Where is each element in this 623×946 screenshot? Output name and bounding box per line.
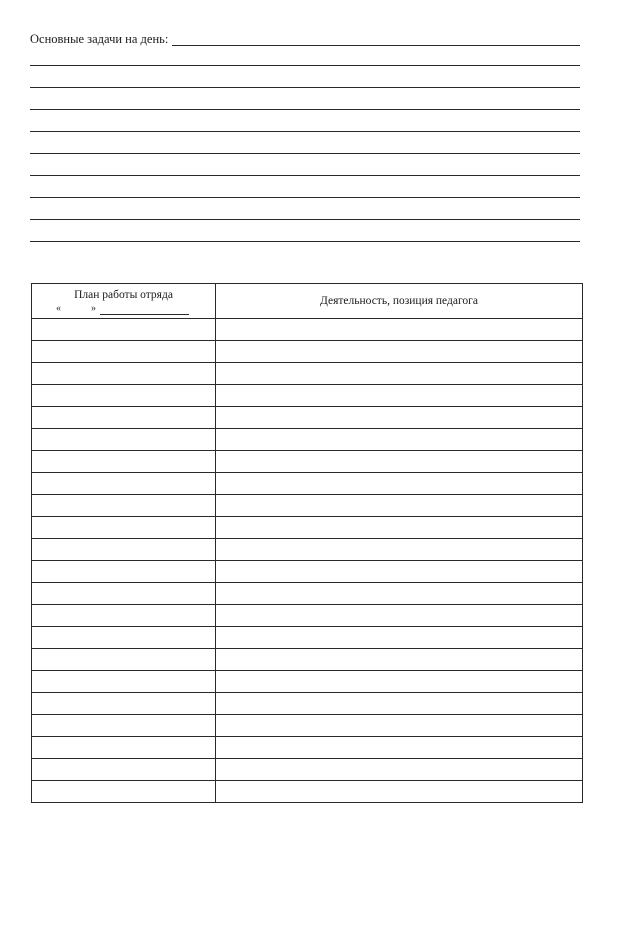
daily-tasks-header xyxy=(30,30,580,46)
table-row xyxy=(32,715,583,737)
plan-column-title: План работы отряда xyxy=(74,288,173,301)
writing-line[interactable] xyxy=(30,65,580,66)
plan-cell[interactable] xyxy=(32,671,216,693)
plan-cell[interactable] xyxy=(32,649,216,671)
activity-cell[interactable] xyxy=(216,759,583,781)
date-day-blank[interactable] xyxy=(61,305,91,315)
table-row xyxy=(32,737,583,759)
writing-line[interactable] xyxy=(30,241,580,242)
table-row xyxy=(32,451,583,473)
activity-cell[interactable] xyxy=(216,517,583,539)
activity-cell[interactable] xyxy=(216,649,583,671)
activity-cell[interactable] xyxy=(216,715,583,737)
table-row xyxy=(32,517,583,539)
activity-column-header: Деятельность, позиция педагога xyxy=(216,284,583,319)
plan-date-field[interactable] xyxy=(56,303,189,315)
activity-cell[interactable] xyxy=(216,407,583,429)
table-row xyxy=(32,627,583,649)
activity-cell[interactable] xyxy=(216,495,583,517)
plan-table xyxy=(31,283,583,803)
activity-cell[interactable] xyxy=(216,671,583,693)
table-row xyxy=(32,319,583,341)
table-row xyxy=(32,495,583,517)
activity-cell[interactable] xyxy=(216,341,583,363)
writing-line[interactable] xyxy=(30,131,580,132)
activity-cell[interactable] xyxy=(216,605,583,627)
plan-cell[interactable] xyxy=(32,781,216,803)
plan-cell[interactable] xyxy=(32,473,216,495)
writing-line[interactable] xyxy=(30,109,580,110)
plan-table-body xyxy=(32,319,583,803)
writing-line[interactable] xyxy=(30,175,580,176)
activity-cell[interactable] xyxy=(216,451,583,473)
plan-cell[interactable] xyxy=(32,693,216,715)
daily-tasks-section xyxy=(30,30,580,46)
activity-cell[interactable] xyxy=(216,539,583,561)
table-row xyxy=(32,781,583,803)
plan-cell[interactable] xyxy=(32,517,216,539)
date-close-quote: » xyxy=(91,302,96,314)
activity-cell[interactable] xyxy=(216,737,583,759)
table-row xyxy=(32,649,583,671)
writing-line[interactable] xyxy=(30,153,580,154)
table-row xyxy=(32,539,583,561)
plan-cell[interactable] xyxy=(32,539,216,561)
plan-cell[interactable] xyxy=(32,627,216,649)
plan-cell[interactable] xyxy=(32,341,216,363)
table-row xyxy=(32,561,583,583)
table-row xyxy=(32,363,583,385)
activity-cell[interactable] xyxy=(216,385,583,407)
writing-line[interactable] xyxy=(30,219,580,220)
writing-line[interactable] xyxy=(30,87,580,88)
plan-cell[interactable] xyxy=(32,495,216,517)
plan-cell[interactable] xyxy=(32,715,216,737)
table-row xyxy=(32,385,583,407)
activity-cell[interactable] xyxy=(216,429,583,451)
table-row xyxy=(32,407,583,429)
activity-cell[interactable] xyxy=(216,693,583,715)
plan-column-header xyxy=(32,284,216,319)
activity-cell[interactable] xyxy=(216,473,583,495)
plan-cell[interactable] xyxy=(32,451,216,473)
date-open-quote: « xyxy=(56,302,61,314)
plan-cell[interactable] xyxy=(32,759,216,781)
plan-cell[interactable] xyxy=(32,363,216,385)
plan-cell[interactable] xyxy=(32,319,216,341)
plan-cell[interactable] xyxy=(32,561,216,583)
table-row xyxy=(32,429,583,451)
date-month-blank[interactable] xyxy=(100,304,189,315)
plan-cell[interactable] xyxy=(32,385,216,407)
table-row xyxy=(32,671,583,693)
table-row xyxy=(32,693,583,715)
activity-cell[interactable] xyxy=(216,319,583,341)
activity-cell[interactable] xyxy=(216,627,583,649)
writing-line[interactable] xyxy=(30,197,580,198)
plan-cell[interactable] xyxy=(32,407,216,429)
plan-cell[interactable] xyxy=(32,737,216,759)
plan-cell[interactable] xyxy=(32,583,216,605)
activity-cell[interactable] xyxy=(216,561,583,583)
daily-tasks-first-line[interactable] xyxy=(172,33,580,46)
plan-table-header-row xyxy=(32,284,583,319)
table-row xyxy=(32,605,583,627)
daily-tasks-label: Основные задачи на день: xyxy=(30,32,169,46)
plan-cell[interactable] xyxy=(32,605,216,627)
activity-cell[interactable] xyxy=(216,363,583,385)
table-row xyxy=(32,759,583,781)
table-row xyxy=(32,341,583,363)
table-row xyxy=(32,473,583,495)
activity-cell[interactable] xyxy=(216,781,583,803)
activity-cell[interactable] xyxy=(216,583,583,605)
table-row xyxy=(32,583,583,605)
plan-cell[interactable] xyxy=(32,429,216,451)
